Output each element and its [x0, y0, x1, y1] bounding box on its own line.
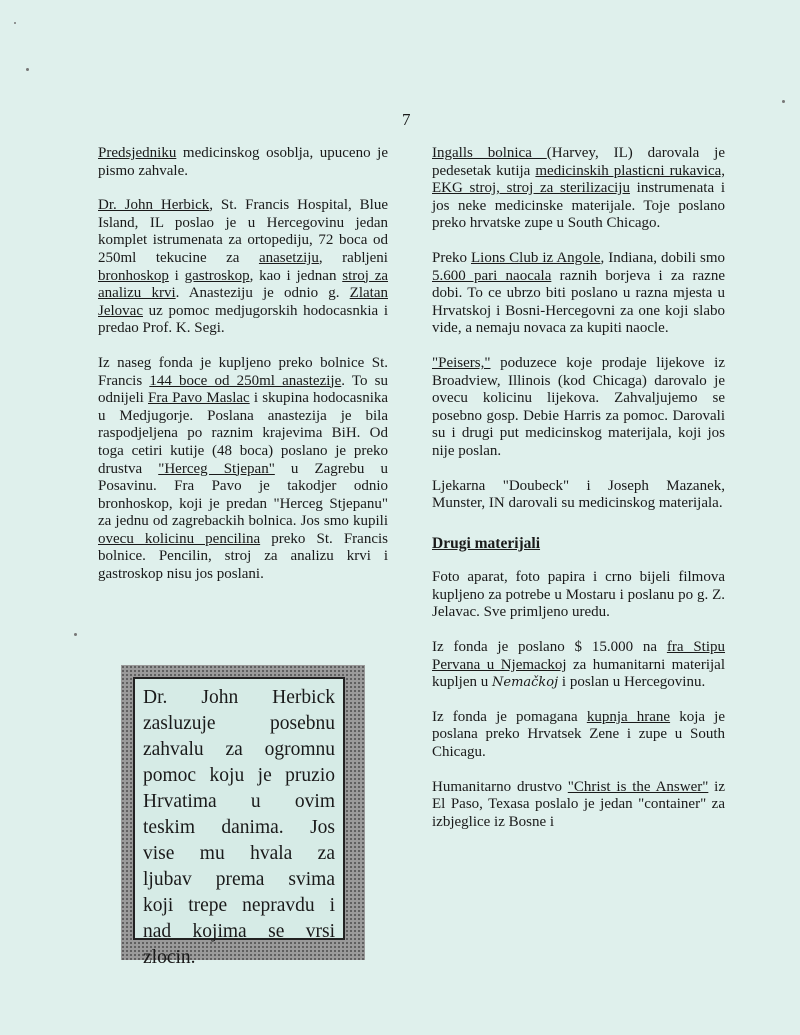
underlined-text: "Christ is the Answer"	[567, 778, 709, 795]
body-text: iz El Paso, Texasa poslalo je jedan "container" za izbjeglice iz Bosne i	[432, 778, 725, 830]
underlined-text: 5.600 pari naocala	[432, 267, 552, 284]
callout-line: teskim danima. Jos	[143, 817, 335, 838]
body-text: Iz naseg fonda je kupljeno preko bolnice St. Francis	[98, 354, 388, 389]
callout-line: Dr. John Herbick	[143, 687, 335, 708]
underlined-text: stroj za analizu krvi	[98, 267, 389, 302]
callout-line: pomoc koju je pruzio	[143, 765, 335, 786]
body-text: , kao i jednan	[249, 267, 343, 284]
callout-line: ljubav prema svima	[143, 869, 335, 890]
underlined-text: Fra Pavo Maslac	[148, 390, 250, 407]
underlined-text: Predsjedniku	[98, 145, 177, 161]
callout-line: koji trepe nepravdu i	[143, 895, 335, 916]
callout-line: vise mu hvala za	[143, 843, 335, 864]
paragraph-foto-aparat	[432, 569, 725, 622]
scan-speck	[26, 68, 29, 71]
body-text: poduzece koje prodaje lijekove iz Broadview, Illinois (kod Chicaga) darovalo je ovecu kolicinu lijekova. Zahvaljujemo se posebno gosp. Debie Harris za pomoc. Darovali su i drugi put medicinskog materijala, koji jos nije poslan.	[432, 354, 725, 459]
body-text: Preko	[432, 249, 471, 266]
underlined-text: kupnja hrane	[586, 708, 671, 725]
paragraph-kupnja-hrane	[432, 709, 725, 762]
right-column	[432, 145, 725, 848]
underlined-text: Dr. John Herbick	[98, 197, 210, 214]
body-text: . To su odnijeli	[98, 372, 388, 407]
body-text: . Anasteziju je odnio g.	[175, 285, 350, 302]
paragraph-christ-is-the-answer	[432, 779, 725, 832]
underlined-text: Zlatan Jelovac	[98, 285, 388, 319]
underlined-text: ovecu kolicinu pencilina	[98, 530, 261, 547]
body-text: i skupina hodocasnika u Medjugorje. Poslana anastezija je bila raspodjeljena po raznim krajevima BiH. Od toga cetiri kutije (48 boca) poslano je preko drustva	[98, 390, 389, 477]
body-text: Iz fonda je pomagana	[432, 708, 587, 725]
body-text: koja je poslana preko Hrvatsek Zene i zupe u South Chicagu.	[432, 708, 726, 761]
paragraph-doubeck	[432, 478, 725, 513]
paragraph-peisers	[432, 355, 725, 461]
left-column	[98, 145, 388, 601]
scan-speck	[74, 633, 77, 636]
body-text: medicinskog osoblja, upuceno je pismo zahvale.	[98, 145, 388, 179]
body-text: preko St. Francis bolnice. Pencilin, stroj za analizu krvi i gastroskop nisu jos poslani.	[98, 530, 388, 583]
handwritten-correction: Nemačkoj	[492, 675, 559, 691]
underlined-text: fra Stipu Pervana u Njemackoj	[432, 639, 726, 673]
body-text: raznih borjeva i za razne dobi. To ce ubrzo biti poslano u razna mjesta u Hrvatskoj i Bosni-Hercegovni za one koji slabo vide, a nemaju novaca za kupiti naocle.	[432, 267, 725, 337]
paragraph-fund-purchase	[98, 355, 388, 584]
callout-line: Hrvatima u ovim	[143, 791, 335, 812]
underlined-text: medicinskih plasticni rukavica, EKG stroj, stroj za sterilizaciju	[432, 162, 726, 197]
paragraph-ingalls	[432, 145, 725, 233]
paragraph-herbick-donation	[98, 197, 388, 338]
underlined-text: "Herceg Stjepan"	[158, 460, 275, 477]
body-text: , Indiana, dobili smo	[600, 249, 725, 266]
paragraph-thank-you-letter	[98, 145, 388, 180]
underlined-text: Lions Club iz Angole	[471, 249, 601, 266]
body-text: u Zagrebu u Posavinu. Fra Pavo je takodjer odnio bronhoskop, koji je predan "Herceg Stjepanu" za jednu od zagrebackih bolnica. Jos smo kupili	[98, 460, 388, 530]
body-text: Iz fonda je poslano $ 15.000 na	[432, 639, 667, 656]
body-text: i	[168, 267, 185, 284]
underlined-text: gastroskop	[184, 267, 250, 284]
body-text: , St. Francis Hospital, Blue Island, IL poslao je u Hercegovinu jedan komplet istrumenata za ortopediju, 72 boca od 250ml tekucine za	[98, 197, 389, 266]
scan-speck	[782, 100, 785, 103]
underlined-text: 144 boce od 250ml anastezije	[149, 372, 342, 389]
body-text: uz pomoc medjugorskih hodocasnkia i predao Prof. K. Segi.	[98, 302, 388, 337]
section-heading: Drugi materijali	[432, 534, 541, 552]
callout-box	[133, 677, 345, 968]
body-text: (Harvey, IL) darovala je pedesetak kutija	[432, 145, 725, 179]
body-text: Foto aparat, foto papira i crno bijeli filmova kupljeno za potrebe u Mostaru i poslanu po g. Z. Jelavac. Sve primljeno uredu.	[432, 569, 725, 621]
callout-line: zlocin.	[143, 947, 196, 968]
callout-line: nad kojima se vrsi	[143, 921, 335, 942]
body-text: Humanitarno drustvo	[432, 778, 568, 795]
page-number: 7	[402, 110, 411, 129]
callout-line: zahvalu za ogromnu	[143, 739, 335, 760]
body-text: Ljekarna "Doubeck" i Joseph Mazanek, Munster, IN darovali su medicinskog materijala.	[432, 477, 725, 512]
underlined-text: "Peisers,"	[432, 354, 491, 371]
scan-speck	[14, 22, 16, 24]
underlined-text: bronhoskop	[98, 267, 169, 284]
body-text: za humanitarni materijal kupljen u	[432, 656, 725, 691]
body-text: instrumenata i jos neke medicinske materijale. Toje poslano preko hrvatske zupe u South Chicago.	[432, 180, 725, 232]
underlined-text: anasetziju	[258, 249, 319, 266]
body-text: , rabljeni	[318, 249, 388, 266]
callout-line: zasluzuje posebnu	[143, 713, 335, 734]
paragraph-lions-club	[432, 250, 725, 338]
underlined-text: Ingalls bolnica	[432, 145, 547, 161]
body-text: i poslan u Hercegovinu.	[558, 674, 706, 691]
paragraph-fra-stipo	[432, 639, 725, 692]
